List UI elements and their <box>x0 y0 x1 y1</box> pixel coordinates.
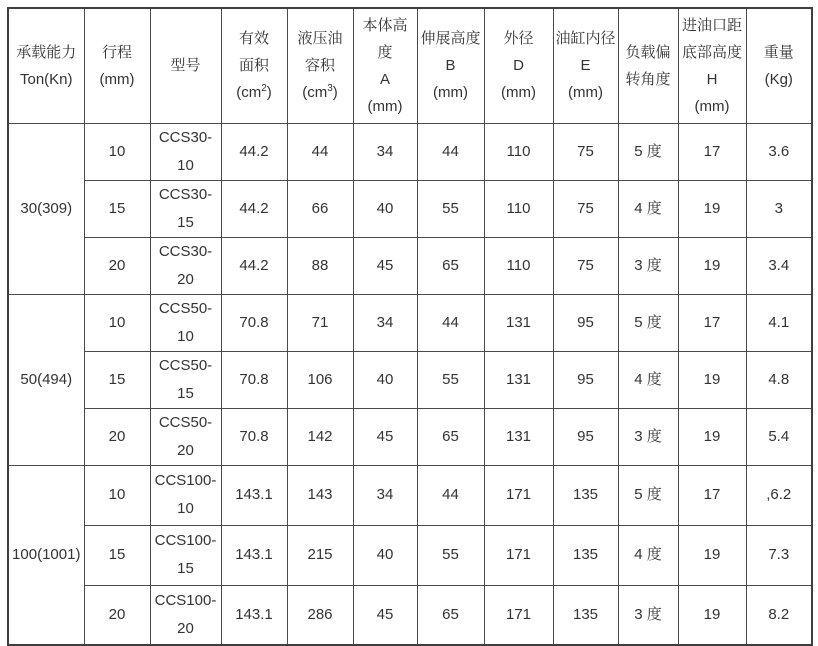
table-row <box>8 408 812 465</box>
extended-height-cell: 44 <box>417 465 484 525</box>
header-line: 伸展高度 <box>420 30 481 48</box>
model-cell: CCS100-15 <box>150 525 221 585</box>
header-line: (mm) <box>99 70 135 88</box>
bore-diameter-cell: 75 <box>553 180 618 237</box>
header-line: $(cm^2)$ <box>236 83 272 102</box>
header-line: 承载能力 <box>16 43 77 61</box>
outer-diameter-cell: 171 <box>484 465 553 525</box>
volume-cell: 71 <box>287 294 353 351</box>
model-cell: CCS100-10 <box>150 465 221 525</box>
header-line: (mm) <box>694 97 730 115</box>
header-line: 有效 <box>238 30 269 48</box>
header-area <box>221 8 287 123</box>
volume-cell: 106 <box>287 351 353 408</box>
header-bore-diameter <box>553 8 618 123</box>
header-body-height <box>353 8 417 123</box>
body-height-cell: 40 <box>353 180 417 237</box>
table-row <box>8 237 812 294</box>
header-line: (mm) <box>568 84 603 102</box>
outer-diameter-cell: 131 <box>484 408 553 465</box>
weight-cell: 8.2 <box>746 585 812 645</box>
inlet-height-cell: 19 <box>678 585 746 645</box>
header-load-angle <box>618 8 678 123</box>
stroke-cell: 20 <box>84 585 150 645</box>
area-cell: 70.8 <box>221 408 287 465</box>
weight-cell: 4.1 <box>746 294 812 351</box>
table-row <box>8 585 812 645</box>
model-cell: CCS50-20 <box>150 408 221 465</box>
extended-height-cell: 55 <box>417 351 484 408</box>
volume-cell: 286 <box>287 585 353 645</box>
volume-cell: 142 <box>287 408 353 465</box>
bore-diameter-cell: 95 <box>553 294 618 351</box>
header-line: A <box>379 70 390 88</box>
header-line: 重量 <box>763 43 794 61</box>
body-height-cell: 34 <box>353 294 417 351</box>
outer-diameter-cell: 171 <box>484 585 553 645</box>
area-cell: 143.1 <box>221 465 287 525</box>
inlet-height-cell: 19 <box>678 237 746 294</box>
header-line: 底部高度 <box>681 43 742 61</box>
inlet-height-cell: 19 <box>678 525 746 585</box>
stroke-cell: 10 <box>84 294 150 351</box>
load-angle-cell: 4 度 <box>618 525 678 585</box>
header-line: 外径 <box>503 30 534 48</box>
stroke-cell: 20 <box>84 237 150 294</box>
weight-cell: 3.6 <box>746 123 812 180</box>
bore-diameter-cell: 95 <box>553 351 618 408</box>
extended-height-cell: 65 <box>417 408 484 465</box>
load-angle-cell: 5 度 <box>618 465 678 525</box>
header-line: (mm) <box>433 84 468 102</box>
load-angle-cell: 5 度 <box>618 294 678 351</box>
body-height-cell: 45 <box>353 585 417 645</box>
load-angle-cell: 4 度 <box>618 351 678 408</box>
inlet-height-cell: 19 <box>678 180 746 237</box>
header-line: 容积 <box>304 57 335 75</box>
body-height-cell: 45 <box>353 237 417 294</box>
load-angle-cell: 3 度 <box>618 408 678 465</box>
header-line: D <box>513 57 524 75</box>
outer-diameter-cell: 131 <box>484 351 553 408</box>
model-cell: CCS30-10 <box>150 123 221 180</box>
header-line: Ton(Kn) <box>19 70 73 88</box>
table-row <box>8 180 812 237</box>
outer-diameter-cell: 110 <box>484 123 553 180</box>
weight-cell: 3 <box>746 180 812 237</box>
outer-diameter-cell: 110 <box>484 180 553 237</box>
header-line: H <box>706 70 718 88</box>
area-cell: 44.2 <box>221 237 287 294</box>
weight-cell: ,6.2 <box>746 465 812 525</box>
header-line: B <box>445 57 456 75</box>
header-outer-diameter <box>484 8 553 123</box>
extended-height-cell: 65 <box>417 585 484 645</box>
inlet-height-cell: 17 <box>678 465 746 525</box>
stroke-cell: 10 <box>84 123 150 180</box>
inlet-height-cell: 19 <box>678 408 746 465</box>
load-angle-cell: 3 度 <box>618 237 678 294</box>
volume-cell: 88 <box>287 237 353 294</box>
header-volume <box>287 8 353 123</box>
extended-height-cell: 65 <box>417 237 484 294</box>
superscript: 3 <box>327 83 333 95</box>
body-height-cell: 40 <box>353 525 417 585</box>
bore-diameter-cell: 95 <box>553 408 618 465</box>
table-row <box>8 465 812 525</box>
header-line: E <box>580 57 591 75</box>
header-line: 转角度 <box>625 70 671 88</box>
model-cell: CCS100-20 <box>150 585 221 645</box>
bore-diameter-cell: 135 <box>553 585 618 645</box>
header-line: $(cm^3)$ <box>302 83 338 102</box>
bore-diameter-cell: 75 <box>553 123 618 180</box>
extended-height-cell: 44 <box>417 123 484 180</box>
header-inlet-height <box>678 8 746 123</box>
weight-cell: 4.8 <box>746 351 812 408</box>
header-line: (mm) <box>367 97 403 115</box>
bore-diameter-cell: 75 <box>553 237 618 294</box>
header-line: 负载偏 <box>625 43 671 61</box>
header-line: 进油口距 <box>681 16 742 34</box>
header-line: 行程 <box>101 43 132 61</box>
header-stroke <box>84 8 150 123</box>
table-row <box>8 123 812 180</box>
volume-cell: 143 <box>287 465 353 525</box>
model-cell: CCS30-15 <box>150 180 221 237</box>
volume-cell: 66 <box>287 180 353 237</box>
spec-table <box>7 7 813 646</box>
capacity-cell: 50(494) <box>8 294 84 465</box>
weight-cell: 7.3 <box>746 525 812 585</box>
bore-diameter-cell: 135 <box>553 465 618 525</box>
stroke-cell: 15 <box>84 351 150 408</box>
outer-diameter-cell: 110 <box>484 237 553 294</box>
header-line: 油缸内径 <box>555 30 616 48</box>
stroke-cell: 15 <box>84 180 150 237</box>
table-row <box>8 525 812 585</box>
body-height-cell: 45 <box>353 408 417 465</box>
volume-cell: 44 <box>287 123 353 180</box>
weight-cell: 5.4 <box>746 408 812 465</box>
table-row <box>8 351 812 408</box>
model-cell: CCS50-15 <box>150 351 221 408</box>
header-line: 型号 <box>170 57 201 75</box>
capacity-cell: 100(1001) <box>8 465 84 645</box>
header-weight <box>746 8 812 123</box>
weight-cell: 3.4 <box>746 237 812 294</box>
body-height-cell: 34 <box>353 123 417 180</box>
volume-cell: 215 <box>287 525 353 585</box>
stroke-cell: 15 <box>84 525 150 585</box>
capacity-cell: 30(309) <box>8 123 84 294</box>
inlet-height-cell: 17 <box>678 123 746 180</box>
extended-height-cell: 55 <box>417 525 484 585</box>
header-line: 液压油 <box>297 30 343 48</box>
header-model <box>150 8 221 123</box>
load-angle-cell: 4 度 <box>618 180 678 237</box>
bore-diameter-cell: 135 <box>553 525 618 585</box>
header-capacity <box>8 8 84 123</box>
outer-diameter-cell: 131 <box>484 294 553 351</box>
header-line: (Kg) <box>764 70 793 88</box>
body-height-cell: 40 <box>353 351 417 408</box>
model-cell: CCS30-20 <box>150 237 221 294</box>
extended-height-cell: 55 <box>417 180 484 237</box>
area-cell: 143.1 <box>221 585 287 645</box>
stroke-cell: 10 <box>84 465 150 525</box>
inlet-height-cell: 19 <box>678 351 746 408</box>
area-cell: 143.1 <box>221 525 287 585</box>
load-angle-cell: 3 度 <box>618 585 678 645</box>
area-cell: 44.2 <box>221 123 287 180</box>
extended-height-cell: 44 <box>417 294 484 351</box>
load-angle-cell: 5 度 <box>618 123 678 180</box>
header-row <box>8 8 812 123</box>
inlet-height-cell: 17 <box>678 294 746 351</box>
header-line: 本体高度 <box>362 16 408 61</box>
stroke-cell: 20 <box>84 408 150 465</box>
area-cell: 70.8 <box>221 294 287 351</box>
area-cell: 44.2 <box>221 180 287 237</box>
header-extended-height <box>417 8 484 123</box>
model-cell: CCS50-10 <box>150 294 221 351</box>
area-cell: 70.8 <box>221 351 287 408</box>
header-line: (mm) <box>501 84 536 102</box>
outer-diameter-cell: 171 <box>484 525 553 585</box>
superscript: 2 <box>261 83 267 95</box>
header-line: 面积 <box>238 57 269 75</box>
table-row <box>8 294 812 351</box>
body-height-cell: 34 <box>353 465 417 525</box>
